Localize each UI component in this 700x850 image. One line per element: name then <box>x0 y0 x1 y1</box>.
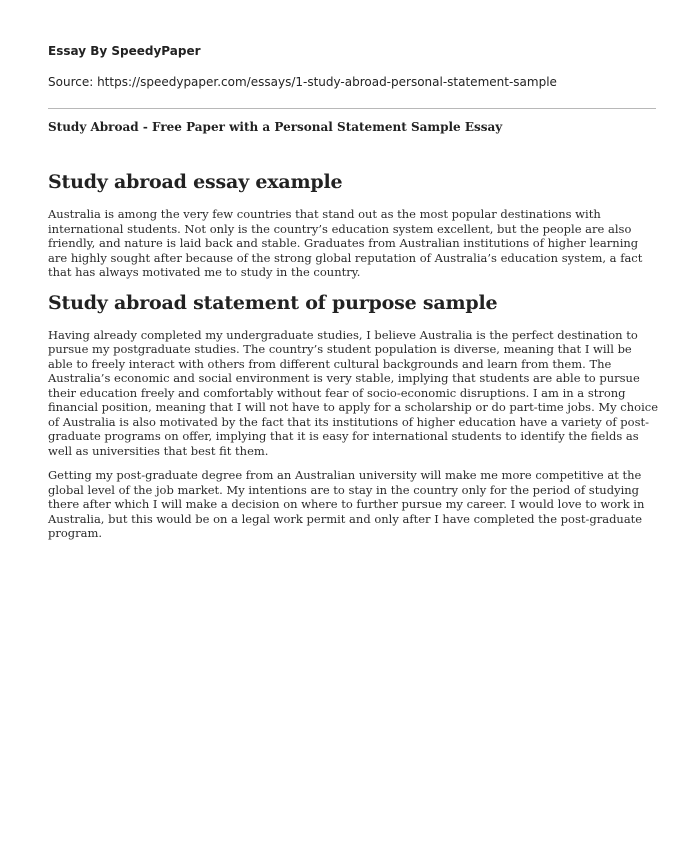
document-title: Study Abroad - Free Paper with a Personal Statement Sample Essay <box>48 120 503 134</box>
section-statement-of-purpose <box>48 291 660 541</box>
section-study-abroad-essay-example <box>48 170 660 280</box>
source-line: Source: https://speedypaper.com/essays/1-study-abroad-personal-statement-sample <box>48 75 557 89</box>
header-divider <box>48 108 656 109</box>
paragraph: Having already completed my undergraduate studies, I believe Australia is the perfect destination to pursue my postgraduate studies. The country’s student population is diverse, meaning that I will be able to freely interact with others from different cultural backgrounds and learn from them. The Australia’s economic and social environment is very stable, implying that students are able to pursue their education freely and comfortably without fear of socio-economic disruptions. I am in a strong financial position, meaning that I will not have to apply for a scholarship or do part-time jobs. My choice of Australia is also motivated by the fact that its institutions of higher education have a variety of post-graduate programs on offer, implying that it is easy for international students to identify the fields as well as universities that best fit them. <box>48 327 658 458</box>
essay-body <box>48 170 660 551</box>
essay-by-label: Essay By SpeedyPaper <box>48 44 201 58</box>
section-heading: Study abroad statement of purpose sample <box>48 291 498 314</box>
paragraph: Australia is among the very few countries that stand out as the most popular destinations with international students. Not only is the country’s education system excellent, but the people are also friendly, and nature is laid back and stable. Graduates from Australian institutions of higher learning are highly sought after because of the strong global reputation of Australia’s education system, a fact that has always motivated me to study in the country. <box>48 207 643 279</box>
section-heading: Study abroad essay example <box>48 171 343 193</box>
paragraph: Getting my post-graduate degree from an Australian university will make me more competitive at the global level of the job market. My intentions are to stay in the country only for the period of studying there after which I will make a decision on where to further pursue my career. I would love to work in Australia, but this would be on a legal work permit and only after I have completed the post-graduate program. <box>48 468 645 540</box>
